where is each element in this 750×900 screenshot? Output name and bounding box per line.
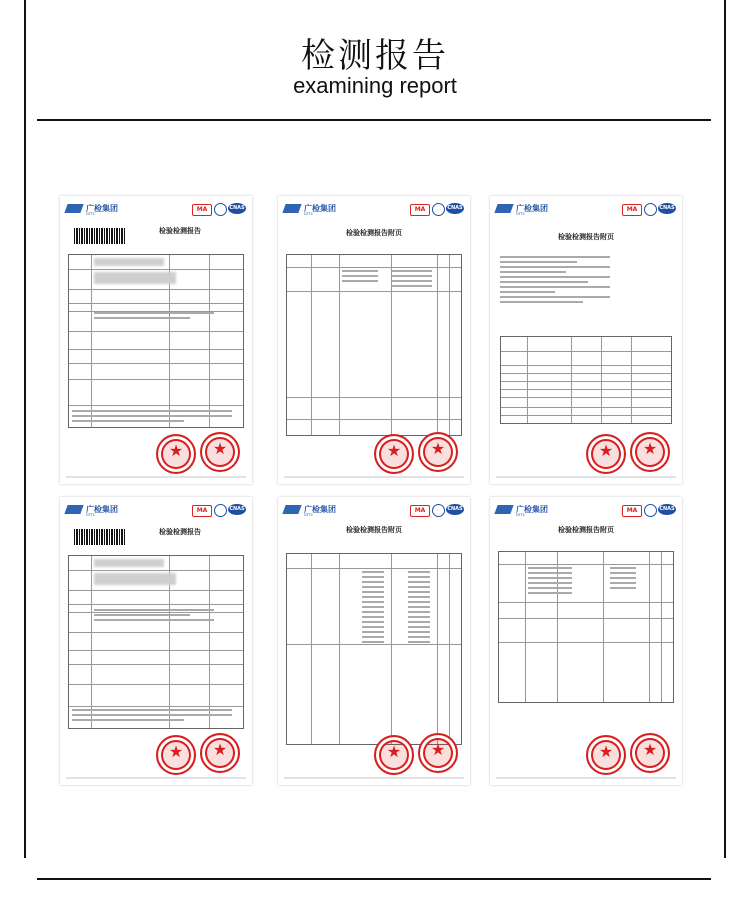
brand-name: 广检集团	[516, 204, 548, 213]
ilac-logo-icon	[214, 504, 227, 517]
report-page-3	[490, 196, 682, 484]
ilac-logo-icon	[432, 203, 445, 216]
official-seal: ★	[156, 735, 196, 775]
brand-sub: GTTC	[516, 513, 526, 517]
report-table	[498, 551, 674, 703]
cnas-logo: CNAS	[446, 504, 464, 515]
ilac-logo-icon	[432, 504, 445, 517]
cnas-logo: CNAS	[446, 203, 464, 214]
ilac-logo-icon	[644, 504, 657, 517]
cnas-logo: CNAS	[658, 504, 676, 515]
brand-logo-icon	[64, 204, 83, 213]
report-title: 检验检测报告	[159, 226, 201, 235]
brand-name: 广检集团	[86, 204, 118, 213]
report-page-4	[60, 497, 252, 785]
official-seal: ★	[586, 434, 626, 474]
brand-logo-icon	[494, 505, 513, 514]
official-seal: ★	[630, 733, 670, 773]
brand-sub: GTTC	[516, 212, 526, 216]
official-seal: ★	[586, 735, 626, 775]
frame-right-border	[724, 0, 726, 858]
report-page-5	[278, 497, 470, 785]
brand-sub: GTTC	[304, 212, 314, 216]
brand-name: 广检集团	[304, 204, 336, 213]
report-title: 检验检测报告附页	[558, 232, 614, 241]
official-seal: ★	[630, 432, 670, 472]
official-seal: ★	[418, 432, 458, 472]
brand-logo-icon	[282, 204, 301, 213]
official-seal: ★	[156, 434, 196, 474]
cma-logo: MA	[192, 204, 212, 216]
report-title: 检验检测报告附页	[346, 228, 402, 237]
cma-logo: MA	[622, 505, 642, 517]
top-divider	[37, 119, 711, 121]
page-title: 检测报告	[301, 36, 449, 76]
brand-sub: GTTC	[86, 212, 96, 216]
brand-sub: GTTC	[304, 513, 314, 517]
official-seal: ★	[200, 733, 240, 773]
brand-logo-icon	[64, 505, 83, 514]
official-seal: ★	[418, 733, 458, 773]
report-page-6	[490, 497, 682, 785]
report-title: 检验检测报告附页	[558, 525, 614, 534]
page-subtitle: examining report	[293, 73, 457, 98]
official-seal: ★	[374, 434, 414, 474]
brand-sub: GTTC	[86, 513, 96, 517]
bottom-divider	[37, 878, 711, 880]
cnas-logo: CNAS	[228, 504, 246, 515]
brand-logo-icon	[282, 505, 301, 514]
cma-logo: MA	[410, 505, 430, 517]
report-page-1	[60, 196, 252, 484]
cnas-logo: CNAS	[228, 203, 246, 214]
brand-name: 广检集团	[516, 505, 548, 514]
report-title: 检验检测报告附页	[346, 525, 402, 534]
brand-name: 广检集团	[304, 505, 336, 514]
ilac-logo-icon	[214, 203, 227, 216]
report-table	[500, 336, 672, 424]
cma-logo: MA	[410, 204, 430, 216]
cma-logo: MA	[622, 204, 642, 216]
frame-left-border	[24, 0, 26, 858]
brand-logo-icon	[494, 204, 513, 213]
brand-name: 广检集团	[86, 505, 118, 514]
official-seal: ★	[374, 735, 414, 775]
cnas-logo: CNAS	[658, 203, 676, 214]
cma-logo: MA	[192, 505, 212, 517]
ilac-logo-icon	[644, 203, 657, 216]
report-title: 检验检测报告	[159, 527, 201, 536]
report-page-2	[278, 196, 470, 484]
official-seal: ★	[200, 432, 240, 472]
